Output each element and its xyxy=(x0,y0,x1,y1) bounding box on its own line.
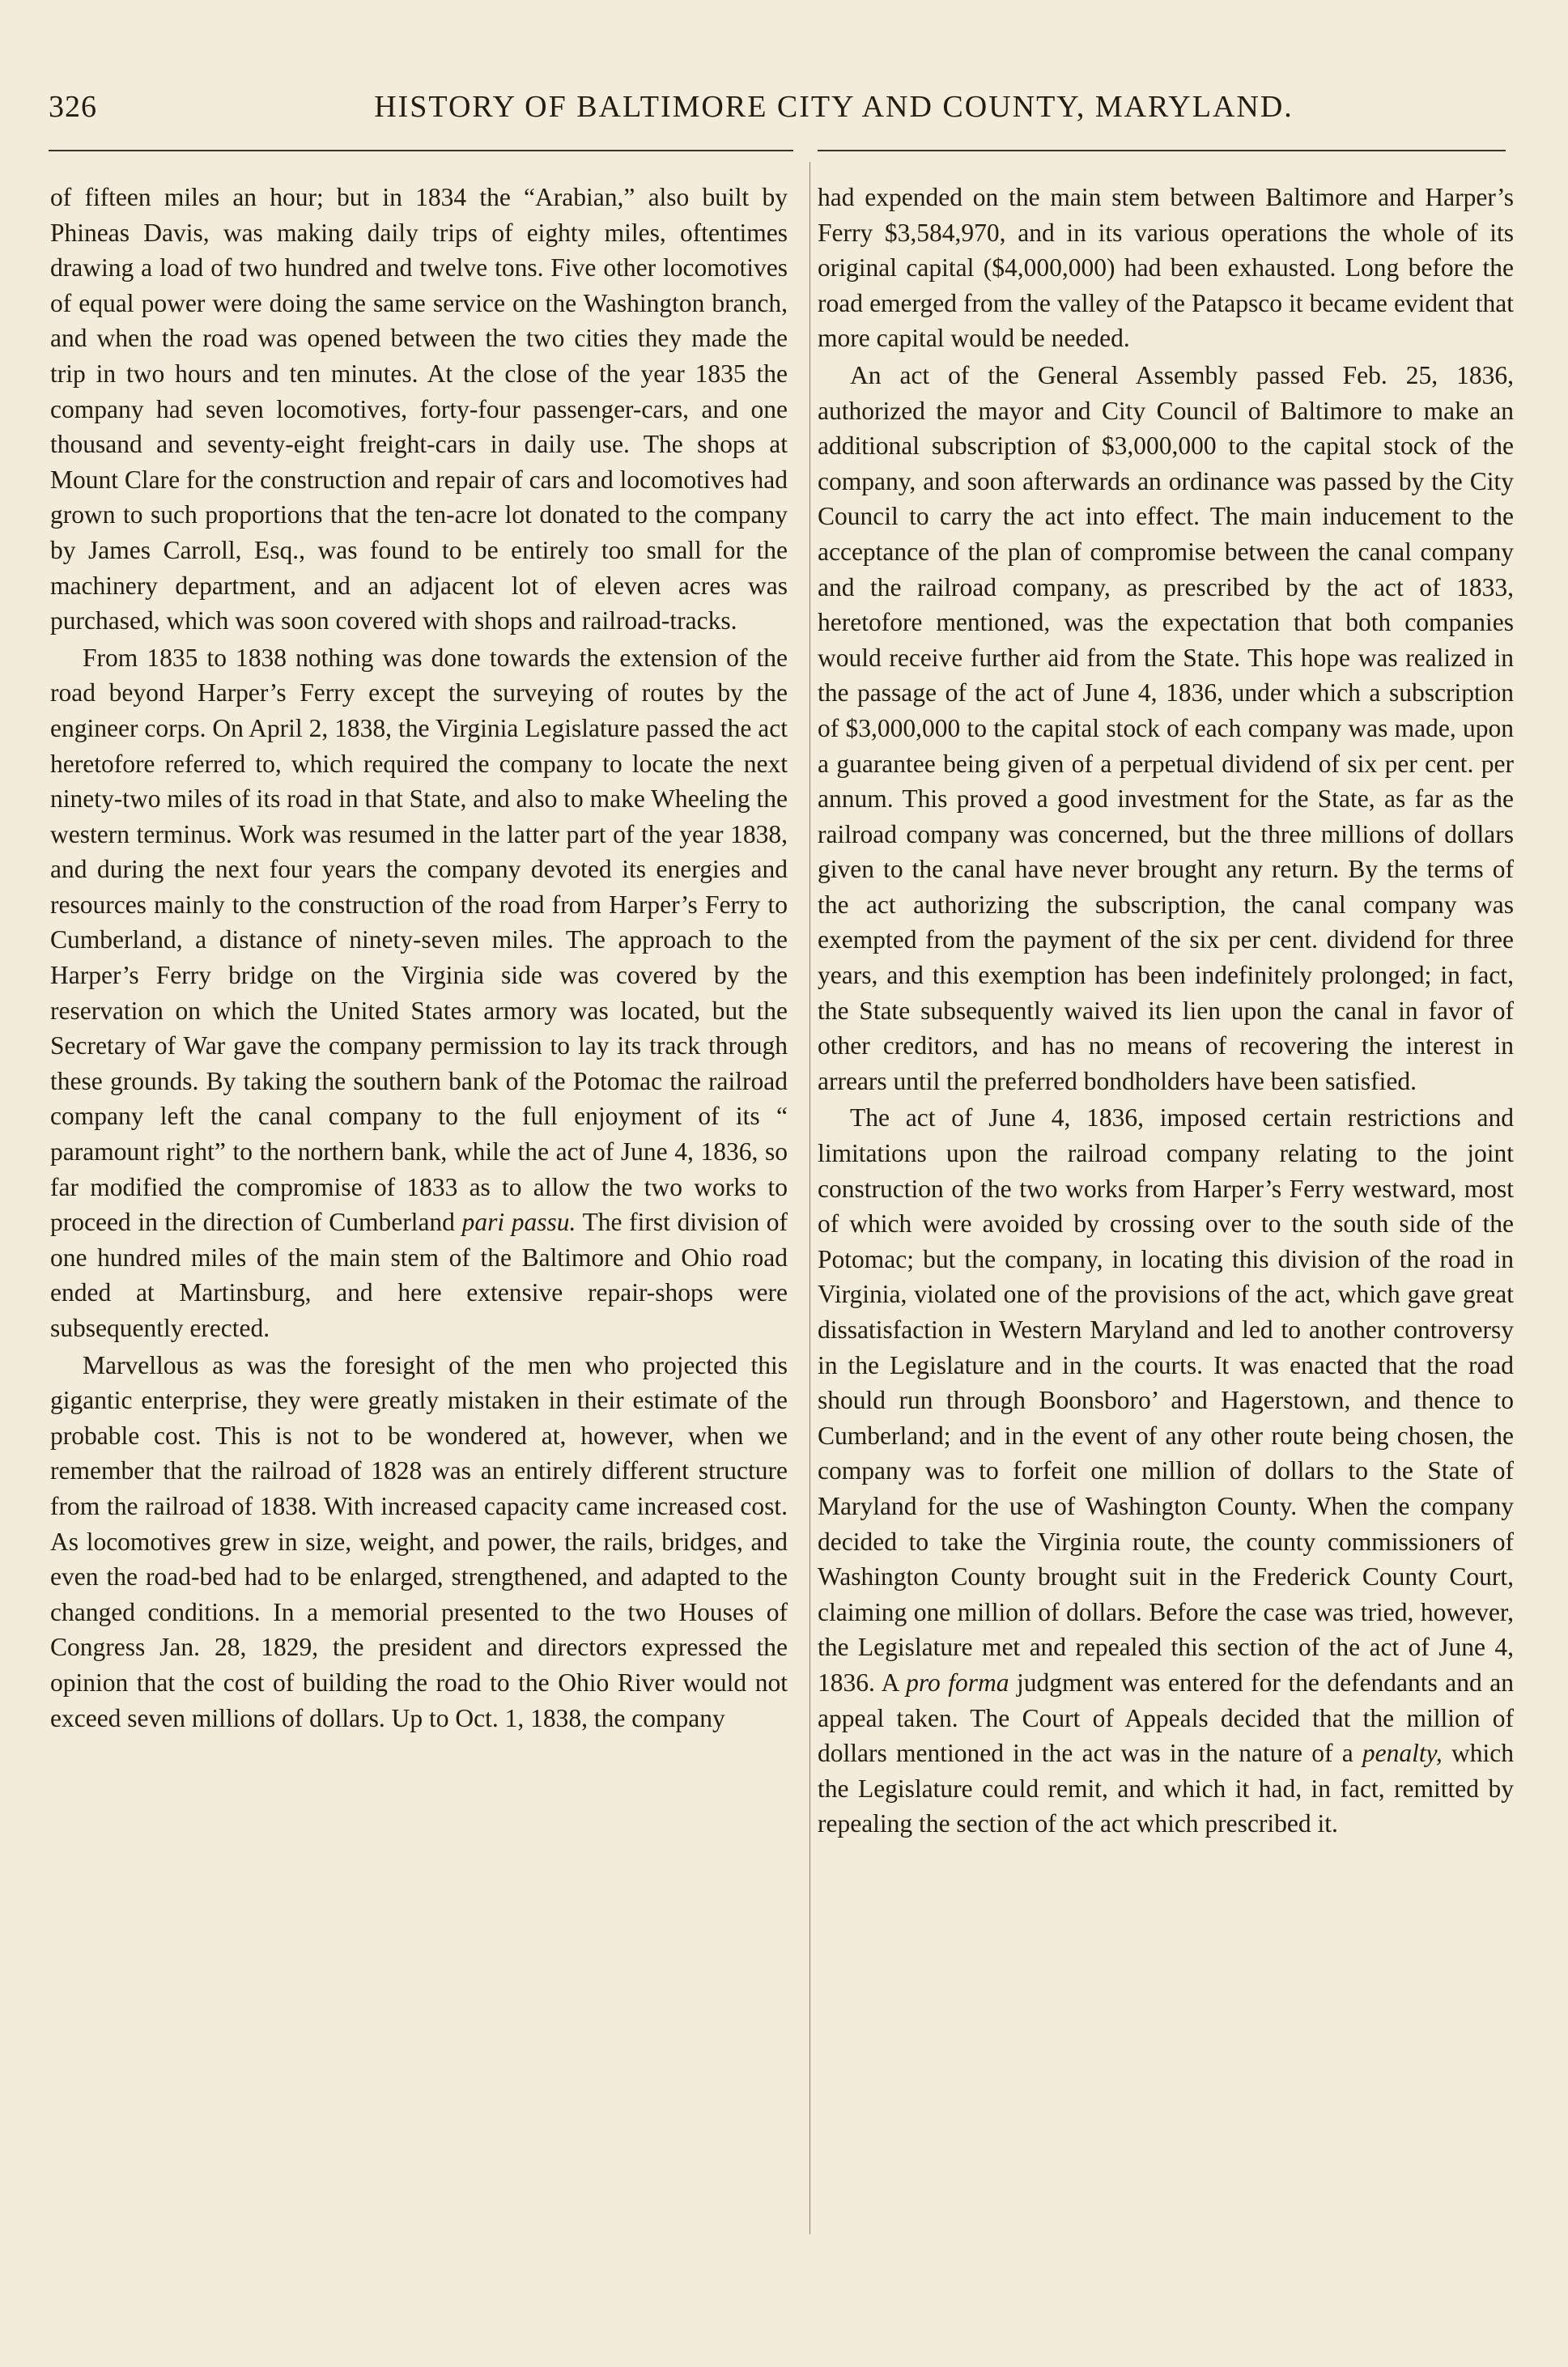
paragraph: of fifteen miles an hour; but in 1834 the “Arabian,” also built by Phineas Davis, was making daily trips of eighty miles, oftentimes drawing a load of two hundred and twelve tons. Five other locomotives of equal power were doing the same service on the Washington branch, and when the road was opened between the two cities they made the trip in two hours and ten minutes. At the close of the year 1835 the company had seven locomotives, forty-four passenger-cars, and one thousand and seventy-eight freight-cars in daily use. The shops at Mount Clare for the construction and repair of cars and locomotives had grown to such proportions that the ten-acre lot donated to the company by James Carroll, Esq., was found to be entirely too small for the machinery department, and an adjacent lot of eleven acres was purchased, which was soon covered with shops and railroad-tracks. xyxy=(50,183,788,635)
header-rule-right xyxy=(818,150,1506,151)
paragraph: had expended on the main stem between Baltimore and Harper’s Ferry $3,584,970, and in its various operations the whole of its original capital ($4,000,000) had been exhausted. Long before the road emerged from the valley of the Patapsco it became evident that more capital would be needed. xyxy=(818,183,1514,353)
left-column xyxy=(50,180,788,1736)
paragraph: Marvellous as was the foresight of the men who projected this gigantic enterprise, they were greatly mistaken in their estimate of the probable cost. This is not to be wondered at, however, when we remember that the railroad of 1828 was an entirely different structure from the railroad of 1838. With increased capacity came increased cost. As locomotives grew in size, weight, and power, the rails, bridges, and even the road-bed had to be enlarged, strengthened, and adapted to the changed conditions. In a memorial presented to the two Houses of Congress Jan. 28, 1829, the president and directors expressed the opinion that the cost of building the road to the Ohio River would not exceed seven millions of dollars. Up to Oct. 1, 1838, the company xyxy=(50,1350,788,1732)
column-divider xyxy=(809,162,810,2234)
page-number: 326 xyxy=(49,90,97,124)
italic-phrase: pari passu. xyxy=(461,1208,576,1237)
paragraph-text: The act of June 4, 1836, imposed certain restrictions and limitations upon the railroad company relating to the joint construction of the two works from Harper’s Ferry westward, most of which were avoided by crossing over to the south side of the Potomac; but the company, in locating this division of the road in Virginia, violated one of the provisions of the act, which gave great dissatisfaction in Western Maryland and led to another controversy in the Legislature and in the courts. It was enacted that the road should run through Boonsboro’ and Hagerstown, and thence to Cumberland; and in the event of any other route being chosen, the company was to forfeit one million of dollars to the State of Maryland for the use of Washington County. When the company decided to take the Virginia route, the county commissioners of Washington County brought suit in the Frederick County Court, claiming one million of dollars. Before the case was tried, however, the Legislature met and repealed this section of the act of June 4, 1836. A xyxy=(818,1103,1514,1697)
paragraph xyxy=(818,1100,1514,1841)
paragraph-text: The first division of one hundred miles of the main stem of the Baltimore and Ohio road ended at Martinsburg, and here extensive repair-shops were subsequently erected. xyxy=(50,1208,788,1342)
paragraph xyxy=(50,640,788,1346)
paragraph: An act of the General Assembly passed Feb. 25, 1836, authorized the mayor and City Council of Baltimore to make an additional subscription of $3,000,000 to the capital stock of the company, and soon afterwards an ordinance was passed by the City Council to carry the act into effect. The main inducement to the acceptance of the plan of compromise between the canal company and the railroad company, as prescribed by the act of 1833, heretofore mentioned, was the expectation that both companies would receive further aid from the State. This hope was realized in the passage of the act of June 4, 1836, under which a subscription of $3,000,000 to the capital stock of each company was made, upon a guarantee being given of a perpetual dividend of six per cent. per annum. This proved a good investment for the State, as far as the railroad company was concerned, but the three millions of dollars given to the canal have never brought any return. By the terms of the act authorizing the subscription, the canal company was exempted from the payment of the six per cent. dividend for three years, and this exemption has been indefinitely prolonged; in fact, the State subsequently waived its lien upon the canal in favor of other creditors, and has no means of recovering the interest in arrears until the preferred bondholders have been satisfied. xyxy=(818,360,1514,1095)
running-title: HISTORY OF BALTIMORE CITY AND COUNTY, MARYLAND. xyxy=(374,90,1294,124)
header-rule-left xyxy=(49,150,793,151)
italic-phrase: penalty, xyxy=(1362,1739,1443,1768)
paragraph-text: From 1835 to 1838 nothing was done towards the extension of the road beyond Harper’s Ferry except the surveying of routes by the engineer corps. On April 2, 1838, the Virginia Legislature passed the act heretofore referred to, which required the company to locate the next ninety-two miles of its road in that State, and also to make Wheeling the western terminus. Work was resumed in the latter part of the year 1838, and during the next four years the company devoted its energies and resources mainly to the construction of the road from Harper’s Ferry to Cumberland, a distance of ninety-seven miles. The approach to the Harper’s Ferry bridge on the Virginia side was covered by the reservation on which the United States armory was located, but the Secretary of War gave the company permission to lay its track through these grounds. By taking the southern bank of the Potomac the railroad company left the canal company to the full enjoyment of its “ paramount right” to the northern bank, while the act of June 4, 1836, so far modified the compromise of 1833 as to allow the two works to proceed in the direction of Cumberland xyxy=(50,643,788,1237)
right-column xyxy=(818,180,1514,1842)
paragraph-text: judgment was entered for the defendants and an appeal taken. The Court of Appeals decided that the million of dollars mentioned in the act was in the nature of a xyxy=(818,1668,1514,1768)
paragraph-text: which the Legislature could remit, and which it had, in fact, remitted by repealing the section of the act which prescribed it. xyxy=(818,1739,1515,1838)
italic-phrase: pro forma xyxy=(906,1668,1009,1697)
page-header xyxy=(49,89,1522,138)
